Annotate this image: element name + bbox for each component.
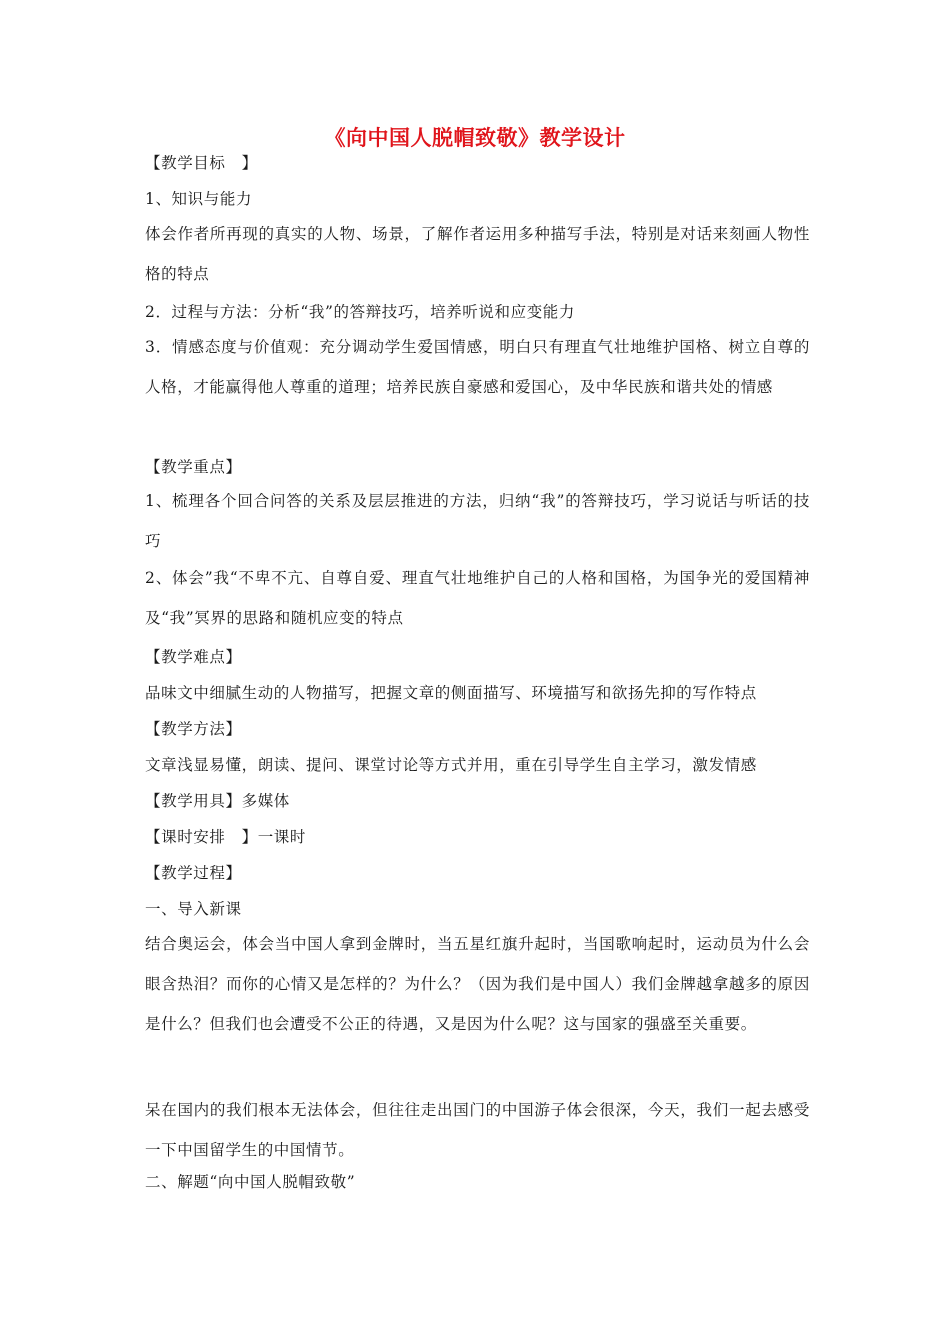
objectives-heading: 【教学目标 】 [145, 154, 258, 172]
tools-line: 【教学用具】多媒体 [145, 792, 290, 810]
step-1-heading: 一、导入新课 [145, 900, 242, 918]
schedule-line: 【课时安排 】一课时 [145, 828, 307, 846]
objective-3-text: 3．情感态度与价值观：充分调动学生爱国情感，明白只有理直气壮地维护国格、树立自尊的人格，才能赢得他人尊重的道理；培养民族自豪感和爱国心，及中华民族和谐共处的情感 [145, 338, 810, 396]
objective-1-heading: 1、知识与能力 [145, 190, 253, 208]
process-heading: 【教学过程】 [145, 864, 242, 882]
objective-1-text: 体会作者所再现的真实的人物、场景，了解作者运用多种描写手法，特别是对话来刻画人物性格的特点 [145, 225, 810, 283]
difficulty-heading: 【教学难点】 [145, 648, 242, 666]
method-text: 文章浅显易懂，朗读、提问、课堂讨论等方式并用，重在引导学生自主学习，激发情感 [145, 756, 757, 774]
step-1-text-2: 呆在国内的我们根本无法体会，但往往走出国门的中国游子体会很深，今天，我们一起去感受一下中国留学生的中国情节。 [145, 1101, 810, 1159]
step-1-text-1: 结合奥运会，体会当中国人拿到金牌时，当五星红旗升起时，当国歌响起时，运动员为什么会眼含热泪？而你的心情又是怎样的？为什么？（因为我们是中国人）我们金牌越拿越多的原因是什么？但我们也会遭受不公正的待遇，又是因为什么呢？这与国家的强盛至关重要。 [145, 935, 810, 1033]
keypoints-heading: 【教学重点】 [145, 458, 242, 476]
step-2-heading: 二、解题“向中国人脱帽致敬” [145, 1173, 356, 1191]
keypoint-1: 1、梳理各个回合问答的关系及层层推进的方法，归纳“我”的答辩技巧，学习说话与听话的技巧 [145, 492, 810, 550]
document-title: 《向中国人脱帽致敬》教学设计 [324, 125, 626, 150]
method-heading: 【教学方法】 [145, 720, 242, 738]
difficulty-text: 品味文中细腻生动的人物描写，把握文章的侧面描写、环境描写和欲扬先抑的写作特点 [145, 684, 757, 702]
objective-2-text: 2．过程与方法：分析“我”的答辩技巧，培养听说和应变能力 [145, 303, 576, 321]
keypoint-2: 2、体会”我“不卑不亢、自尊自爱、理直气壮地维护自己的人格和国格，为国争光的爱国精神及“我”冥界的思路和随机应变的特点 [145, 569, 810, 627]
